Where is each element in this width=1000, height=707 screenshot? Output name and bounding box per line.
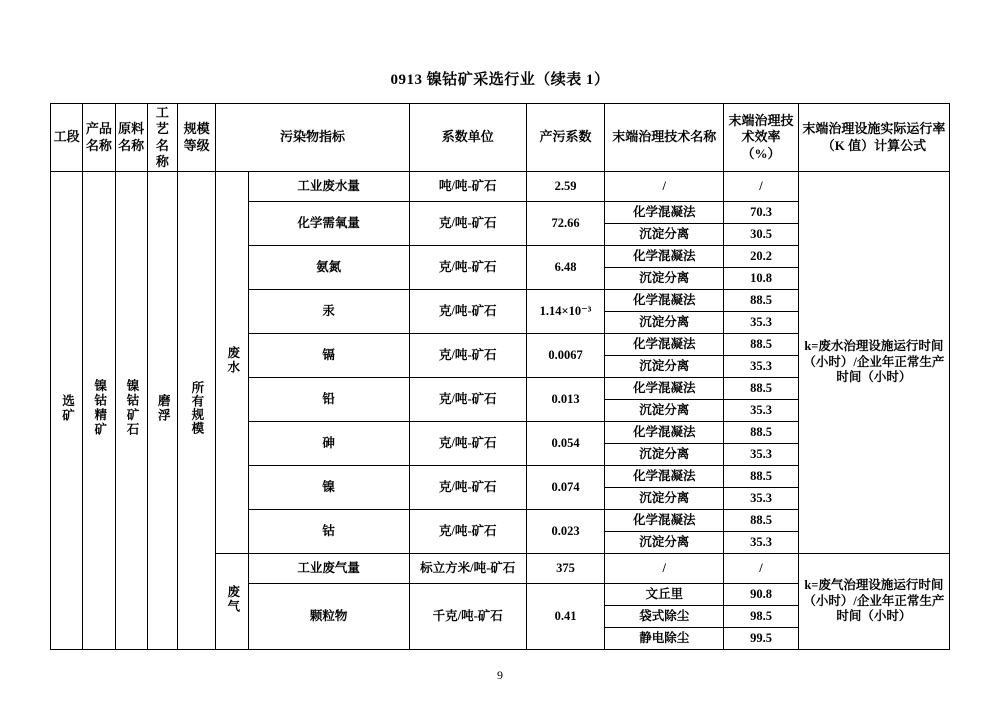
cell-guimo bbox=[177, 172, 215, 650]
cell-unit: 克/吨-矿石 bbox=[409, 466, 526, 510]
cell-yuanliao bbox=[115, 172, 147, 650]
cell-treatment-name: 化学混凝法 bbox=[605, 378, 724, 400]
cell-treatment-efficiency: 70.3 bbox=[724, 202, 799, 224]
cell-treatment-name: 化学混凝法 bbox=[605, 246, 724, 268]
cell-treatment-name: 沉淀分离 bbox=[605, 444, 724, 466]
cell-treatment-name: 化学混凝法 bbox=[605, 290, 724, 312]
cell-treatment-efficiency: 99.5 bbox=[724, 628, 799, 650]
cell-unit: 克/吨-矿石 bbox=[409, 290, 526, 334]
cell-coefficient: 1.14×10⁻³ bbox=[526, 290, 605, 334]
cell-coefficient: 0.074 bbox=[526, 466, 605, 510]
chanpin-label: 镍钴精矿 bbox=[92, 379, 107, 438]
header-gongyi-mingcheng: 工艺名称 bbox=[147, 104, 177, 172]
feishui-label: 废水 bbox=[225, 345, 240, 375]
cell-treatment-efficiency: 88.5 bbox=[724, 334, 799, 356]
cell-treatment-efficiency: 35.3 bbox=[724, 356, 799, 378]
feiqi-label: 废气 bbox=[225, 584, 240, 614]
cell-feiqi-group bbox=[216, 554, 248, 650]
cell-treatment-efficiency: / bbox=[724, 554, 799, 584]
cell-coefficient: 0.054 bbox=[526, 422, 605, 466]
cell-unit: 克/吨-矿石 bbox=[409, 510, 526, 554]
header-wuranwu-zhibiao: 污染物指标 bbox=[216, 104, 410, 172]
cell-treatment-efficiency: 30.5 bbox=[724, 224, 799, 246]
cell-unit: 克/吨-矿石 bbox=[409, 378, 526, 422]
header-mohduan-jishu-mingcheng: 末端治理技术名称 bbox=[605, 104, 724, 172]
cell-treatment-name: 袋式除尘 bbox=[605, 606, 724, 628]
cell-formula-feiqi: k=废气治理设施运行时间（小时）/企业年正常生产时间（小时） bbox=[798, 554, 949, 650]
cell-treatment-name: 静电除尘 bbox=[605, 628, 724, 650]
cell-treatment-name: 沉淀分离 bbox=[605, 224, 724, 246]
cell-treatment-name: 文丘里 bbox=[605, 584, 724, 606]
cell-indicator: 镉 bbox=[248, 334, 409, 378]
cell-indicator: 化学需氧量 bbox=[248, 202, 409, 246]
header-chanwu-xishu: 产污系数 bbox=[526, 104, 605, 172]
cell-indicator: 镍 bbox=[248, 466, 409, 510]
header-gongduan: 工段 bbox=[51, 104, 83, 172]
cell-coefficient: 72.66 bbox=[526, 202, 605, 246]
cell-treatment-name: 沉淀分离 bbox=[605, 400, 724, 422]
cell-indicator: 氨氮 bbox=[248, 246, 409, 290]
cell-treatment-name: 化学混凝法 bbox=[605, 334, 724, 356]
cell-treatment-efficiency: 35.3 bbox=[724, 312, 799, 334]
cell-treatment-efficiency: 35.3 bbox=[724, 400, 799, 422]
header-chanpin-mingcheng: 产品名称 bbox=[83, 104, 115, 172]
page-number: 9 bbox=[497, 668, 503, 682]
cell-indicator: 钴 bbox=[248, 510, 409, 554]
cell-treatment-name: 化学混凝法 bbox=[605, 466, 724, 488]
cell-treatment-efficiency: 35.3 bbox=[724, 532, 799, 554]
cell-unit: 千克/吨-矿石 bbox=[409, 584, 526, 650]
cell-treatment-efficiency: 88.5 bbox=[724, 466, 799, 488]
cell-treatment-efficiency: 90.8 bbox=[724, 584, 799, 606]
cell-gongyi bbox=[147, 172, 177, 650]
cell-treatment-name: 化学混凝法 bbox=[605, 422, 724, 444]
cell-treatment-name: 沉淀分离 bbox=[605, 356, 724, 378]
cell-treatment-name: 沉淀分离 bbox=[605, 488, 724, 510]
table-row bbox=[51, 172, 950, 202]
cell-coefficient: 0.41 bbox=[526, 584, 605, 650]
header-guimo-dengji: 规模等级 bbox=[177, 104, 215, 172]
cell-indicator: 工业废气量 bbox=[248, 554, 409, 584]
cell-coefficient: 375 bbox=[526, 554, 605, 584]
cell-treatment-efficiency: / bbox=[724, 172, 799, 202]
cell-treatment-name: 沉淀分离 bbox=[605, 532, 724, 554]
cell-treatment-name: 沉淀分离 bbox=[605, 312, 724, 334]
gongyi-label: 磨浮 bbox=[156, 393, 171, 423]
pollution-coefficient-table bbox=[50, 103, 950, 650]
table-header-row bbox=[51, 104, 950, 172]
cell-treatment-name: 沉淀分离 bbox=[605, 268, 724, 290]
cell-gongduan bbox=[51, 172, 83, 650]
cell-coefficient: 2.59 bbox=[526, 172, 605, 202]
cell-treatment-efficiency: 35.3 bbox=[724, 488, 799, 510]
cell-treatment-efficiency: 10.8 bbox=[724, 268, 799, 290]
cell-treatment-efficiency: 88.5 bbox=[724, 422, 799, 444]
cell-indicator: 工业废水量 bbox=[248, 172, 409, 202]
cell-formula-feishui: k=废水治理设施运行时间（小时）/企业年正常生产时间（小时） bbox=[798, 172, 949, 554]
cell-indicator: 砷 bbox=[248, 422, 409, 466]
cell-unit: 克/吨-矿石 bbox=[409, 246, 526, 290]
cell-treatment-efficiency: 88.5 bbox=[724, 510, 799, 532]
cell-treatment-efficiency: 35.3 bbox=[724, 444, 799, 466]
yuanliao-label: 镍钴矿石 bbox=[125, 379, 139, 438]
cell-treatment-name: 化学混凝法 bbox=[605, 202, 724, 224]
cell-coefficient: 0.013 bbox=[526, 378, 605, 422]
cell-chanpin bbox=[83, 172, 115, 650]
header-xishu-danwei: 系数单位 bbox=[409, 104, 526, 172]
header-mohduan-gongshi: 末端治理设施实际运行率（K 值）计算公式 bbox=[798, 104, 949, 172]
cell-unit: 标立方米/吨-矿石 bbox=[409, 554, 526, 584]
cell-feishui-group bbox=[216, 172, 248, 554]
pollution-coefficient-table-wrapper bbox=[50, 103, 950, 650]
cell-coefficient: 6.48 bbox=[526, 246, 605, 290]
cell-indicator: 铅 bbox=[248, 378, 409, 422]
cell-unit: 吨/吨-矿石 bbox=[409, 172, 526, 202]
cell-unit: 克/吨-矿石 bbox=[409, 334, 526, 378]
cell-treatment-efficiency: 88.5 bbox=[724, 290, 799, 312]
cell-treatment-efficiency: 88.5 bbox=[724, 378, 799, 400]
cell-unit: 克/吨-矿石 bbox=[409, 422, 526, 466]
cell-treatment-name: / bbox=[605, 172, 724, 202]
cell-treatment-name: 化学混凝法 bbox=[605, 510, 724, 532]
table-body bbox=[51, 172, 950, 650]
cell-treatment-efficiency: 20.2 bbox=[724, 246, 799, 268]
cell-treatment-name: / bbox=[605, 554, 724, 584]
cell-indicator: 颗粒物 bbox=[248, 584, 409, 650]
gongduan-label: 选矿 bbox=[60, 393, 75, 423]
cell-treatment-efficiency: 98.5 bbox=[724, 606, 799, 628]
page-title: 0913 镍钴矿采选行业（续表 1） bbox=[390, 72, 610, 88]
cell-coefficient: 0.0067 bbox=[526, 334, 605, 378]
cell-unit: 克/吨-矿石 bbox=[409, 202, 526, 246]
guimo-label: 所有规模 bbox=[189, 381, 204, 436]
header-yuanliao-mingcheng: 原料名称 bbox=[115, 104, 147, 172]
cell-indicator: 汞 bbox=[248, 290, 409, 334]
cell-coefficient: 0.023 bbox=[526, 510, 605, 554]
header-mohduan-jishu-xiaolv: 末端治理技术效率（%） bbox=[724, 104, 799, 172]
